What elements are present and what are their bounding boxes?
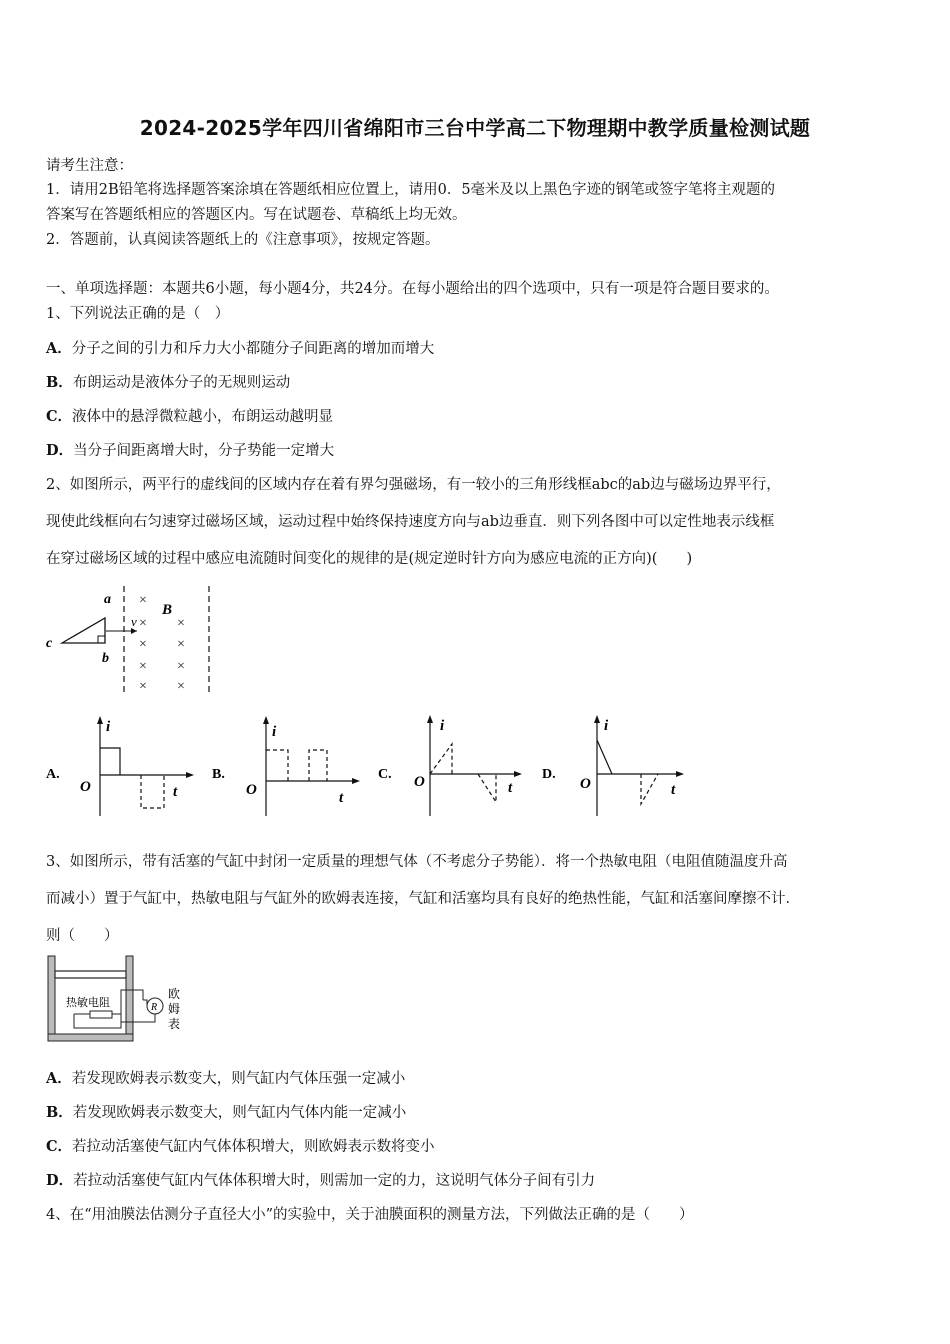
wire-to-meter-top [143, 1000, 147, 1006]
field-cross: × [177, 616, 185, 631]
question-1-stem: 1、下列说法正确的是（ ） [46, 306, 230, 322]
question-1-option-d [46, 439, 334, 460]
ohmmeter-label-1: 欧 [168, 987, 181, 1001]
t-axis-label: t [671, 782, 676, 798]
ohmmeter-label-2: 姆 [168, 1002, 181, 1016]
option-text: 当分子间距离增大时，分子势能一定增大 [73, 443, 335, 459]
i-axis-label: i [604, 718, 609, 734]
option-text: 若发现欧姆表示数变大，则气缸内气体内能一定减小 [72, 1105, 407, 1121]
option-letter: C． [46, 408, 73, 425]
vertex-a-label: a [104, 592, 111, 607]
question-3-line-3: 则（ ） [46, 928, 119, 944]
graph-option-label: C. [378, 767, 392, 782]
question-3-line-2: 而减小）置于气缸中，热敏电阻与气缸外的欧姆表连接，气缸和活塞均具有良好的绝热性能，气缸和活塞间摩擦不计． [46, 891, 800, 907]
triangle-frame [62, 618, 105, 643]
question-3-option-a [46, 1067, 405, 1088]
current-ramp-positive [430, 744, 452, 774]
t-axis-arrow [186, 772, 194, 778]
field-cross: × [177, 679, 185, 694]
current-pulse-2 [309, 750, 327, 781]
meter-symbol: R [151, 1002, 158, 1013]
question-3-option-c [46, 1135, 435, 1156]
option-letter: D． [46, 1172, 74, 1189]
graph-option-label: D. [542, 767, 556, 782]
question-2-line-1: 2、如图所示，两平行的虚线间的区域内存在着有界匀强磁场，有一较小的三角形线框abc的ab边与磁场边界平行， [46, 477, 781, 493]
field-b-label: B [162, 602, 173, 618]
field-cross: × [177, 637, 185, 652]
field-cross: × [139, 659, 147, 674]
graph-option-label: A. [46, 767, 60, 782]
i-axis-arrow [263, 716, 269, 724]
t-axis-arrow [352, 778, 360, 784]
vertex-b-label: b [102, 651, 109, 666]
current-decay-positive [597, 740, 612, 774]
cylinder-wall-left [48, 956, 55, 1040]
graph-b [208, 712, 368, 822]
option-letter: D． [46, 442, 74, 459]
option-text: 若发现欧姆表示数变大，则气缸内气体压强一定减小 [71, 1071, 406, 1087]
origin-label: O [246, 782, 257, 798]
question-1-option-b [46, 371, 290, 392]
current-pulse-1 [266, 750, 288, 781]
origin-label: O [80, 779, 91, 795]
notice-heading: 请考生注意： [46, 158, 133, 174]
origin-label: O [580, 776, 591, 792]
field-cross: × [139, 593, 147, 608]
i-axis-arrow [427, 715, 433, 723]
t-axis-arrow [676, 771, 684, 777]
option-letter: C． [46, 1138, 73, 1155]
piston [55, 971, 126, 978]
notice-line-2: 答案写在答题纸相应的答题区内。写在试题卷、草稿纸上均无效。 [46, 207, 467, 223]
t-axis-label: t [508, 780, 513, 796]
i-axis-label: i [106, 719, 111, 735]
t-axis-label: t [173, 784, 178, 800]
cylinder-wall-right [126, 956, 133, 1040]
question-1-option-a [46, 337, 434, 358]
option-text: 若拉动活塞使气缸内气体体积增大，则欧姆表示数将变小 [72, 1139, 435, 1155]
field-cross: × [139, 637, 147, 652]
current-curve-negative [141, 775, 164, 808]
field-cross: × [177, 659, 185, 674]
field-cross: × [139, 679, 147, 694]
question-3-line-1: 3、如图所示，带有活塞的气缸中封闭一定质量的理想气体（不考虑分子势能）．将一个热敏电阻（电阻值随温度升高 [46, 854, 788, 870]
question-1-option-c [46, 405, 333, 426]
field-cross: × [139, 616, 147, 631]
option-text: 若拉动活塞使气缸内气体体积增大时，则需加一定的力，这说明气体分子间有引力 [73, 1173, 596, 1189]
question-3-option-b [46, 1101, 406, 1122]
option-letter: A． [46, 1070, 72, 1087]
option-text: 布朗运动是液体分子的无规则运动 [72, 375, 291, 391]
vertex-c-label: c [46, 636, 53, 651]
option-text: 分子之间的引力和斥力大小都随分子间距离的增加而增大 [71, 341, 435, 357]
gas-cylinder-figure [42, 952, 192, 1044]
velocity-label: v [131, 614, 137, 629]
notice-line-1: 1．请用2B铅笔将选择题答案涂填在答题纸相应位置上，请用0．5毫米及以上黑色字迹的钢笔或签字笔将主观题的 [46, 182, 776, 198]
t-axis-label: t [339, 790, 344, 806]
current-decay-negative [641, 774, 658, 804]
graph-c [374, 710, 534, 820]
t-axis-arrow [514, 771, 522, 777]
question-3-option-d [46, 1169, 595, 1190]
question-2-line-2: 现使此线框向右匀速穿过磁场区域，运动过程中始终保持速度方向与ab边垂直．则下列各图中可以定性地表示线框 [46, 514, 775, 530]
page-title: 2024-2025学年四川省绵阳市三台中学高二下物理期中教学质量检测试题 [139, 116, 811, 140]
graph-option-label: B. [212, 767, 225, 782]
i-axis-label: i [272, 724, 277, 740]
section-heading: 一、单项选择题：本题共6小题，每小题4分，共24分。在每小题给出的四个选项中，只有一项是符合题目要求的。 [46, 281, 779, 297]
wire-to-meter [133, 1014, 155, 1022]
option-letter: B． [46, 1104, 73, 1121]
thermistor-label: 热敏电阻 [66, 997, 110, 1009]
option-letter: A． [46, 340, 72, 357]
right-angle-mark [98, 636, 105, 643]
ohmmeter-label-3: 表 [168, 1017, 181, 1031]
origin-label: O [414, 774, 425, 790]
question-2-line-3: 在穿过磁场区域的过程中感应电流随时间变化的规律的是(规定逆时针方向为感应电流的正方向)( ) [46, 551, 693, 567]
graph-d [540, 710, 700, 820]
current-ramp-negative [478, 774, 496, 802]
notice-line-3: 2．答题前，认真阅读答题纸上的《注意事项》，按规定答题。 [46, 232, 440, 248]
question-4-stem: 4、在“用油膜法估测分子直径大小”的实验中，关于油膜面积的测量方法，下列做法正确的是（ ） [46, 1207, 694, 1223]
i-axis-arrow [594, 715, 600, 723]
current-curve-positive [100, 748, 120, 775]
option-text: 液体中的悬浮微粒越小，布朗运动越明显 [72, 409, 334, 425]
option-letter: B． [46, 374, 73, 391]
graph-a [42, 712, 202, 822]
i-axis-arrow [97, 716, 103, 724]
i-axis-label: i [440, 718, 445, 734]
cylinder-bottom [48, 1034, 133, 1041]
magnetic-field-figure [40, 582, 230, 697]
thermistor [90, 1011, 112, 1018]
